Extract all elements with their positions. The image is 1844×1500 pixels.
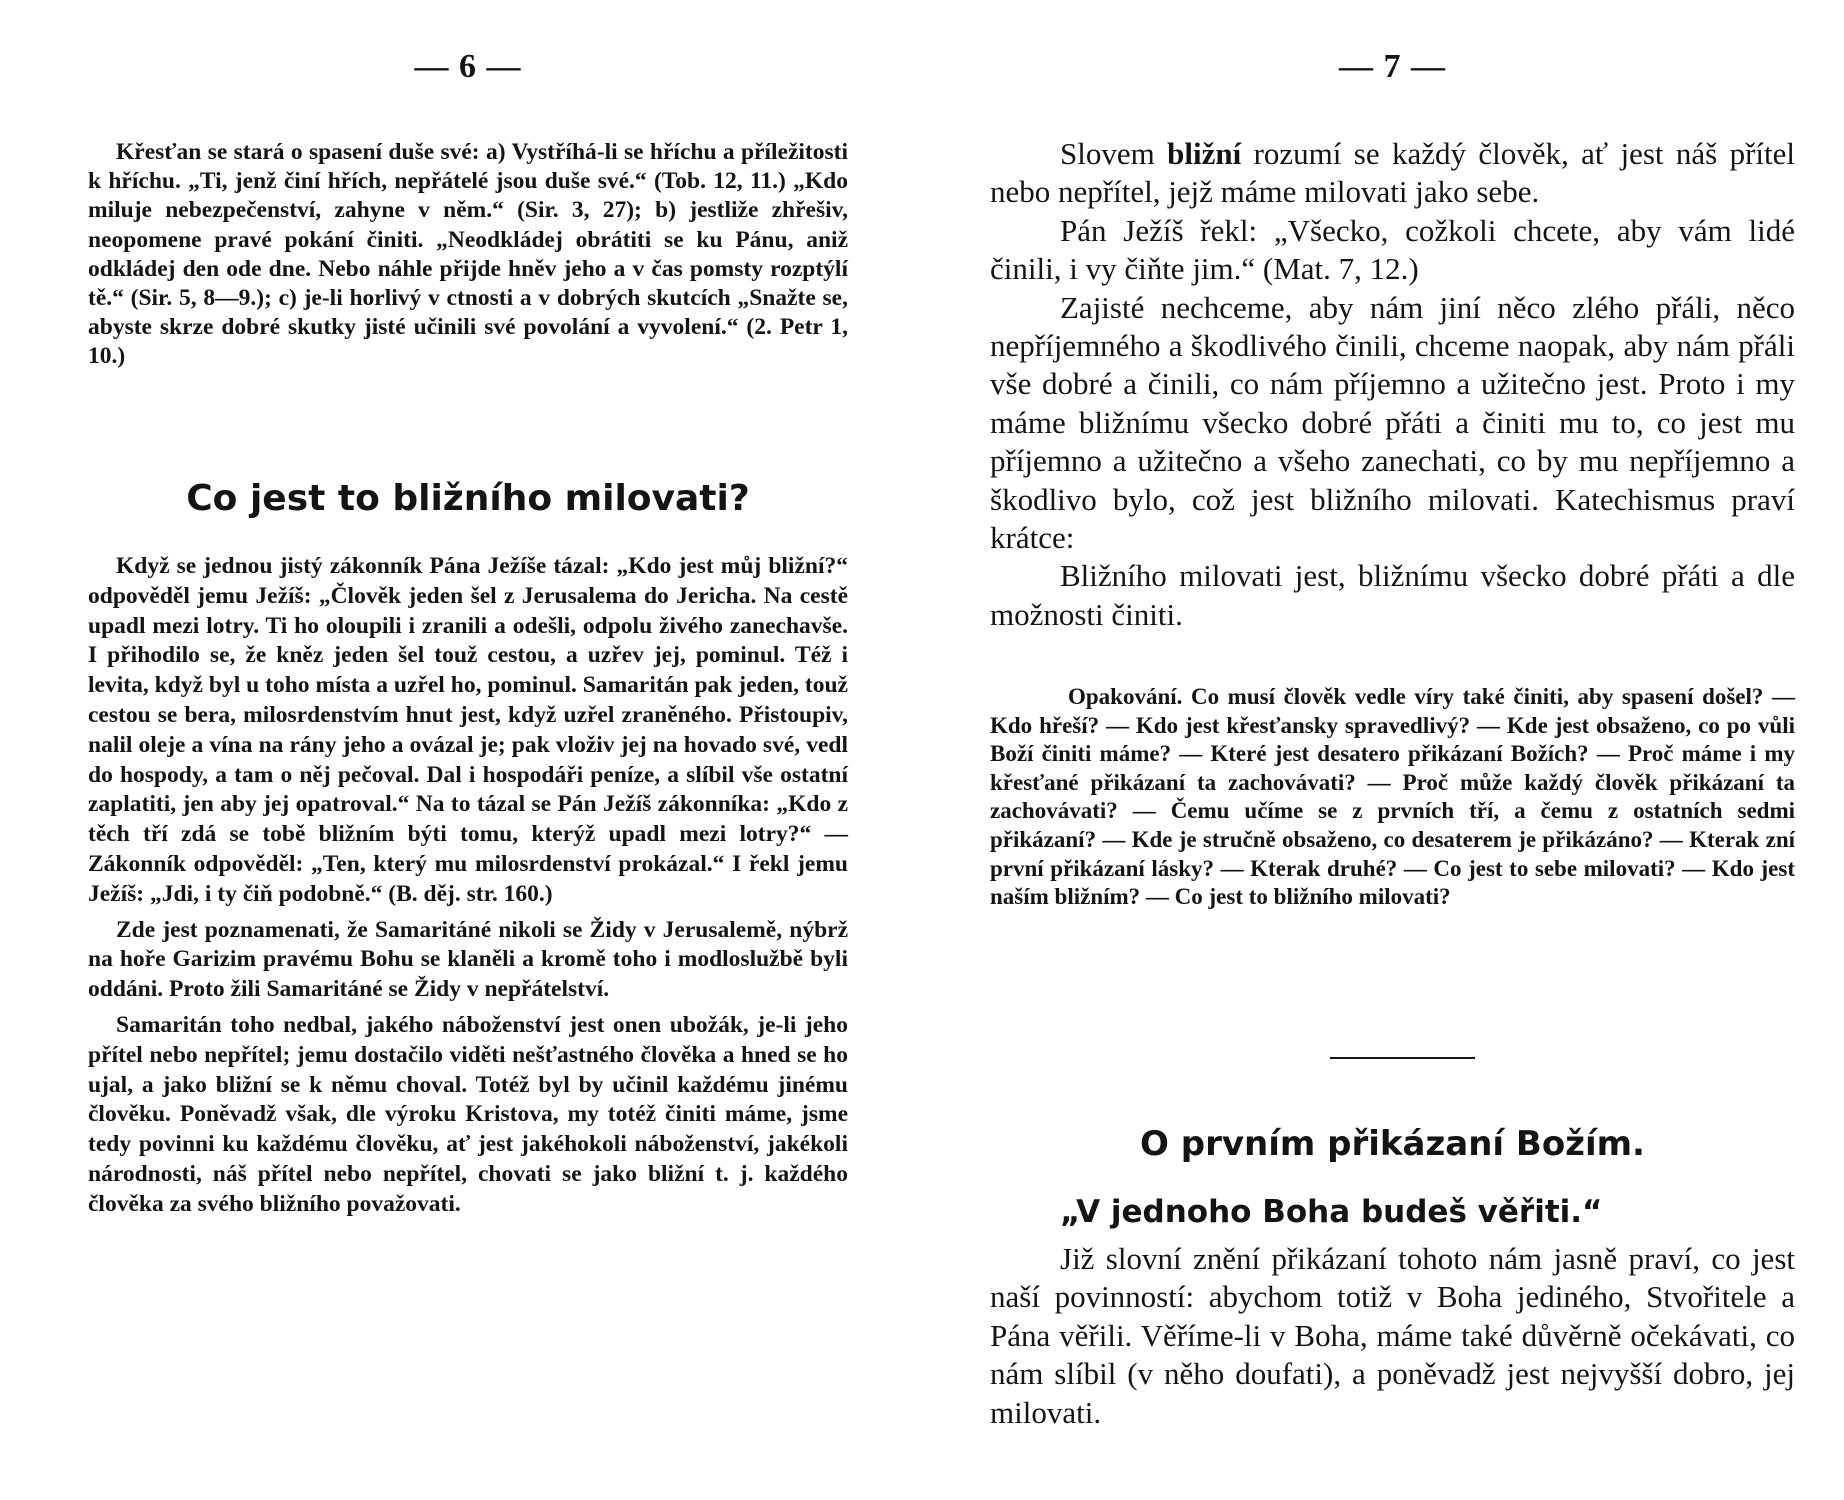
- intro-block: [88, 138, 848, 372]
- body-text: [990, 1240, 1795, 1432]
- commandment-title: „V jednoho Boha budeš věřiti.“: [1060, 1194, 1603, 1230]
- paragraph: Samaritán toho nedbal, jakého náboženství jest onen ubožák, je-li jeho přítel nebo nepřítel; jemu dostačilo viděti nešťastného člověka a hned se ho ujal, a jako bližní se k němu choval. Totéž byl by učinil každému jinému člověku. Poněvadž však, dle výroku Kristova, my totéž činiti máme, jsme tedy povinni ku každému člověku, ať jest jakéhokoli náboženství, jakékoli národnosti, náš přítel nebo nepřítel, chovati se jako bližní t. j. každého člověka za svého bližního považovati.: [88, 1011, 848, 1217]
- section-divider: [1330, 1057, 1475, 1059]
- paragraph: Již slovní znění přikázaní tohoto nám jasně praví, co jest naší povinností: abychom totiž v Boha jediného, Stvořitele a Pána věřili. Věříme-li v Boha, máme také důvěrně očekávati, co nám slíbil (v něho doufati), a poněvadž jest nejvyšší dobro, jej milovati.: [990, 1241, 1795, 1430]
- body-text: [990, 135, 1795, 634]
- section-heading: Co jest to bližního milovati?: [186, 478, 750, 519]
- paragraph: Bližního milovati jest, bližnímu všecko dobré přáti a dle možnosti činiti.: [990, 558, 1795, 632]
- paragraph: Zajisté nechceme, aby nám jiní něco zlého přáli, něco nepříjemného a škodlivého činili, chceme naopak, aby nám přáli vše dobré a činili, co nám příjemno a užitečno jest. Proto i my máme bližnímu všecko dobré přáti a činiti mu to, co jest mu příjemno a užitečno a všeho zanechati, co by mu nepříjemno a škodlivo bylo, což jest bližního milovati. Katechismus praví krátce:: [990, 289, 1795, 556]
- review-block: [990, 683, 1795, 912]
- page-gutter: [915, 0, 916, 1500]
- review-questions: Co musí člověk vedle víry také činiti, aby spasení došel? — Kdo hřeší? — Kdo jest křesťansky spravedlivý? — Kde jest obsaženo, co po vůli Boží činiti máme? — Které jest desatero přikázaní Božích? — Proč máme i my křesťané přikázaní ta zachovávati? — Proč může každý člověk přikázaní ta zachovávati? — Čemu učíme se z prvních tří, a čemu z ostatních sedmi přikázaní? — Kde je stručně obsaženo, co desaterem je přikázáno? — Kterak zní první přikázaní lásky? — Kterak druhé? — Co jest to sebe milovati? — Kdo jest naším bližním? — Co jest to bližního milovati?: [990, 684, 1795, 910]
- review-label: Opakování.: [1068, 684, 1183, 709]
- paragraph-start: Slovem: [1060, 136, 1168, 171]
- page-number: — 7 —: [1339, 48, 1446, 85]
- paragraph-rest: rozumí se každý člověk, ať jest náš přítel nebo nepřítel, jejž máme milovati jako sebe.: [990, 136, 1796, 210]
- section-heading: O prvním přikázaní Božím.: [1140, 1124, 1645, 1164]
- emphasized-term: bližní: [1167, 136, 1242, 171]
- intro-paragraph: Křesťan se stará o spasení duše své: a) Vystříhá-li se hříchu a příležitosti k hříchu. „Ti, jenž činí hřích, nepřátelé jsou duše své.“ (Tob. 12, 11.) „Kdo miluje nebezpečenství, zahyne v něm.“ (Sir. 3, 27); b) jestliže zhřešiv, neopomene pravé pokání činiti. „Neodkládej obrátiti se ku Pánu, aniž odkládej den ode dne. Nebo náhle přijde hněv jeho a v čas pomsty rozptýlí tě.“ (Sir. 5, 8—9.); c) je-li horlivý v ctnosti a v dobrých skutcích „Snažte se, abyste skrze dobré skutky jisté učinili své povolání a vyvolení.“ (2. Petr 1, 10.): [88, 139, 848, 370]
- paragraph: Když se jednou jistý zákonník Pána Ježíše tázal: „Kdo jest můj bližní?“ odpověděl jemu Ježíš: „Člověk jeden šel z Jerusalema do Jericha. Na cestě upadl mezi lotry. Ti ho oloupili i zranili a odešli, odpolu živého zanechavše. I přihodilo se, že kněz jeden šel touž cestou, a uzřev jej, pominul. Též i levita, když byl u toho místa a uzřel ho, pominul. Samaritán pak jeden, touž cestou se bera, milosrdenstvím hnut jest, když uzřel zraněného. Přistoupiv, nalil oleje a vína na rány jeho a ovázal je; pak vloživ jej na hovado své, vedl do hospody, a tam o něj pečoval. Dal i hospodáři peníze, a slíbil vše ostatní zaplatiti, jen aby jej opatroval.“ Na to tázal se Pán Ježíš zákonníka: „Kdo z těch tří zdá se tobě bližním býti tomu, kterýž upadl mezi lotry?“ — Zákonník odpověděl: „Ten, který mu milosrdenství prokázal.“ I řekl jemu Ježíš: „Jdi, i ty čiň podobně.“ (B. děj. str. 160.): [88, 553, 848, 907]
- paragraph: Zde jest poznamenati, že Samaritáné nikoli se Židy v Jerusalemě, nýbrž na hoře Garizim pravému Bohu se klaněli a kromě toho i modloslužbě byli oddáni. Proto žili Samaritáné se Židy v nepřátelství.: [88, 916, 848, 1003]
- review-paragraph: [990, 683, 1795, 912]
- body-text: [88, 552, 848, 1226]
- right-page: [990, 0, 1795, 1500]
- paragraph: Pán Ježíš řekl: „Všecko, cožkoli chcete, aby vám lidé činili, i vy čiňte jim.“ (Mat. 7, 12.): [990, 212, 1795, 287]
- paragraph: [990, 135, 1795, 212]
- left-page: [88, 0, 848, 1500]
- page-number: — 6 —: [414, 48, 522, 85]
